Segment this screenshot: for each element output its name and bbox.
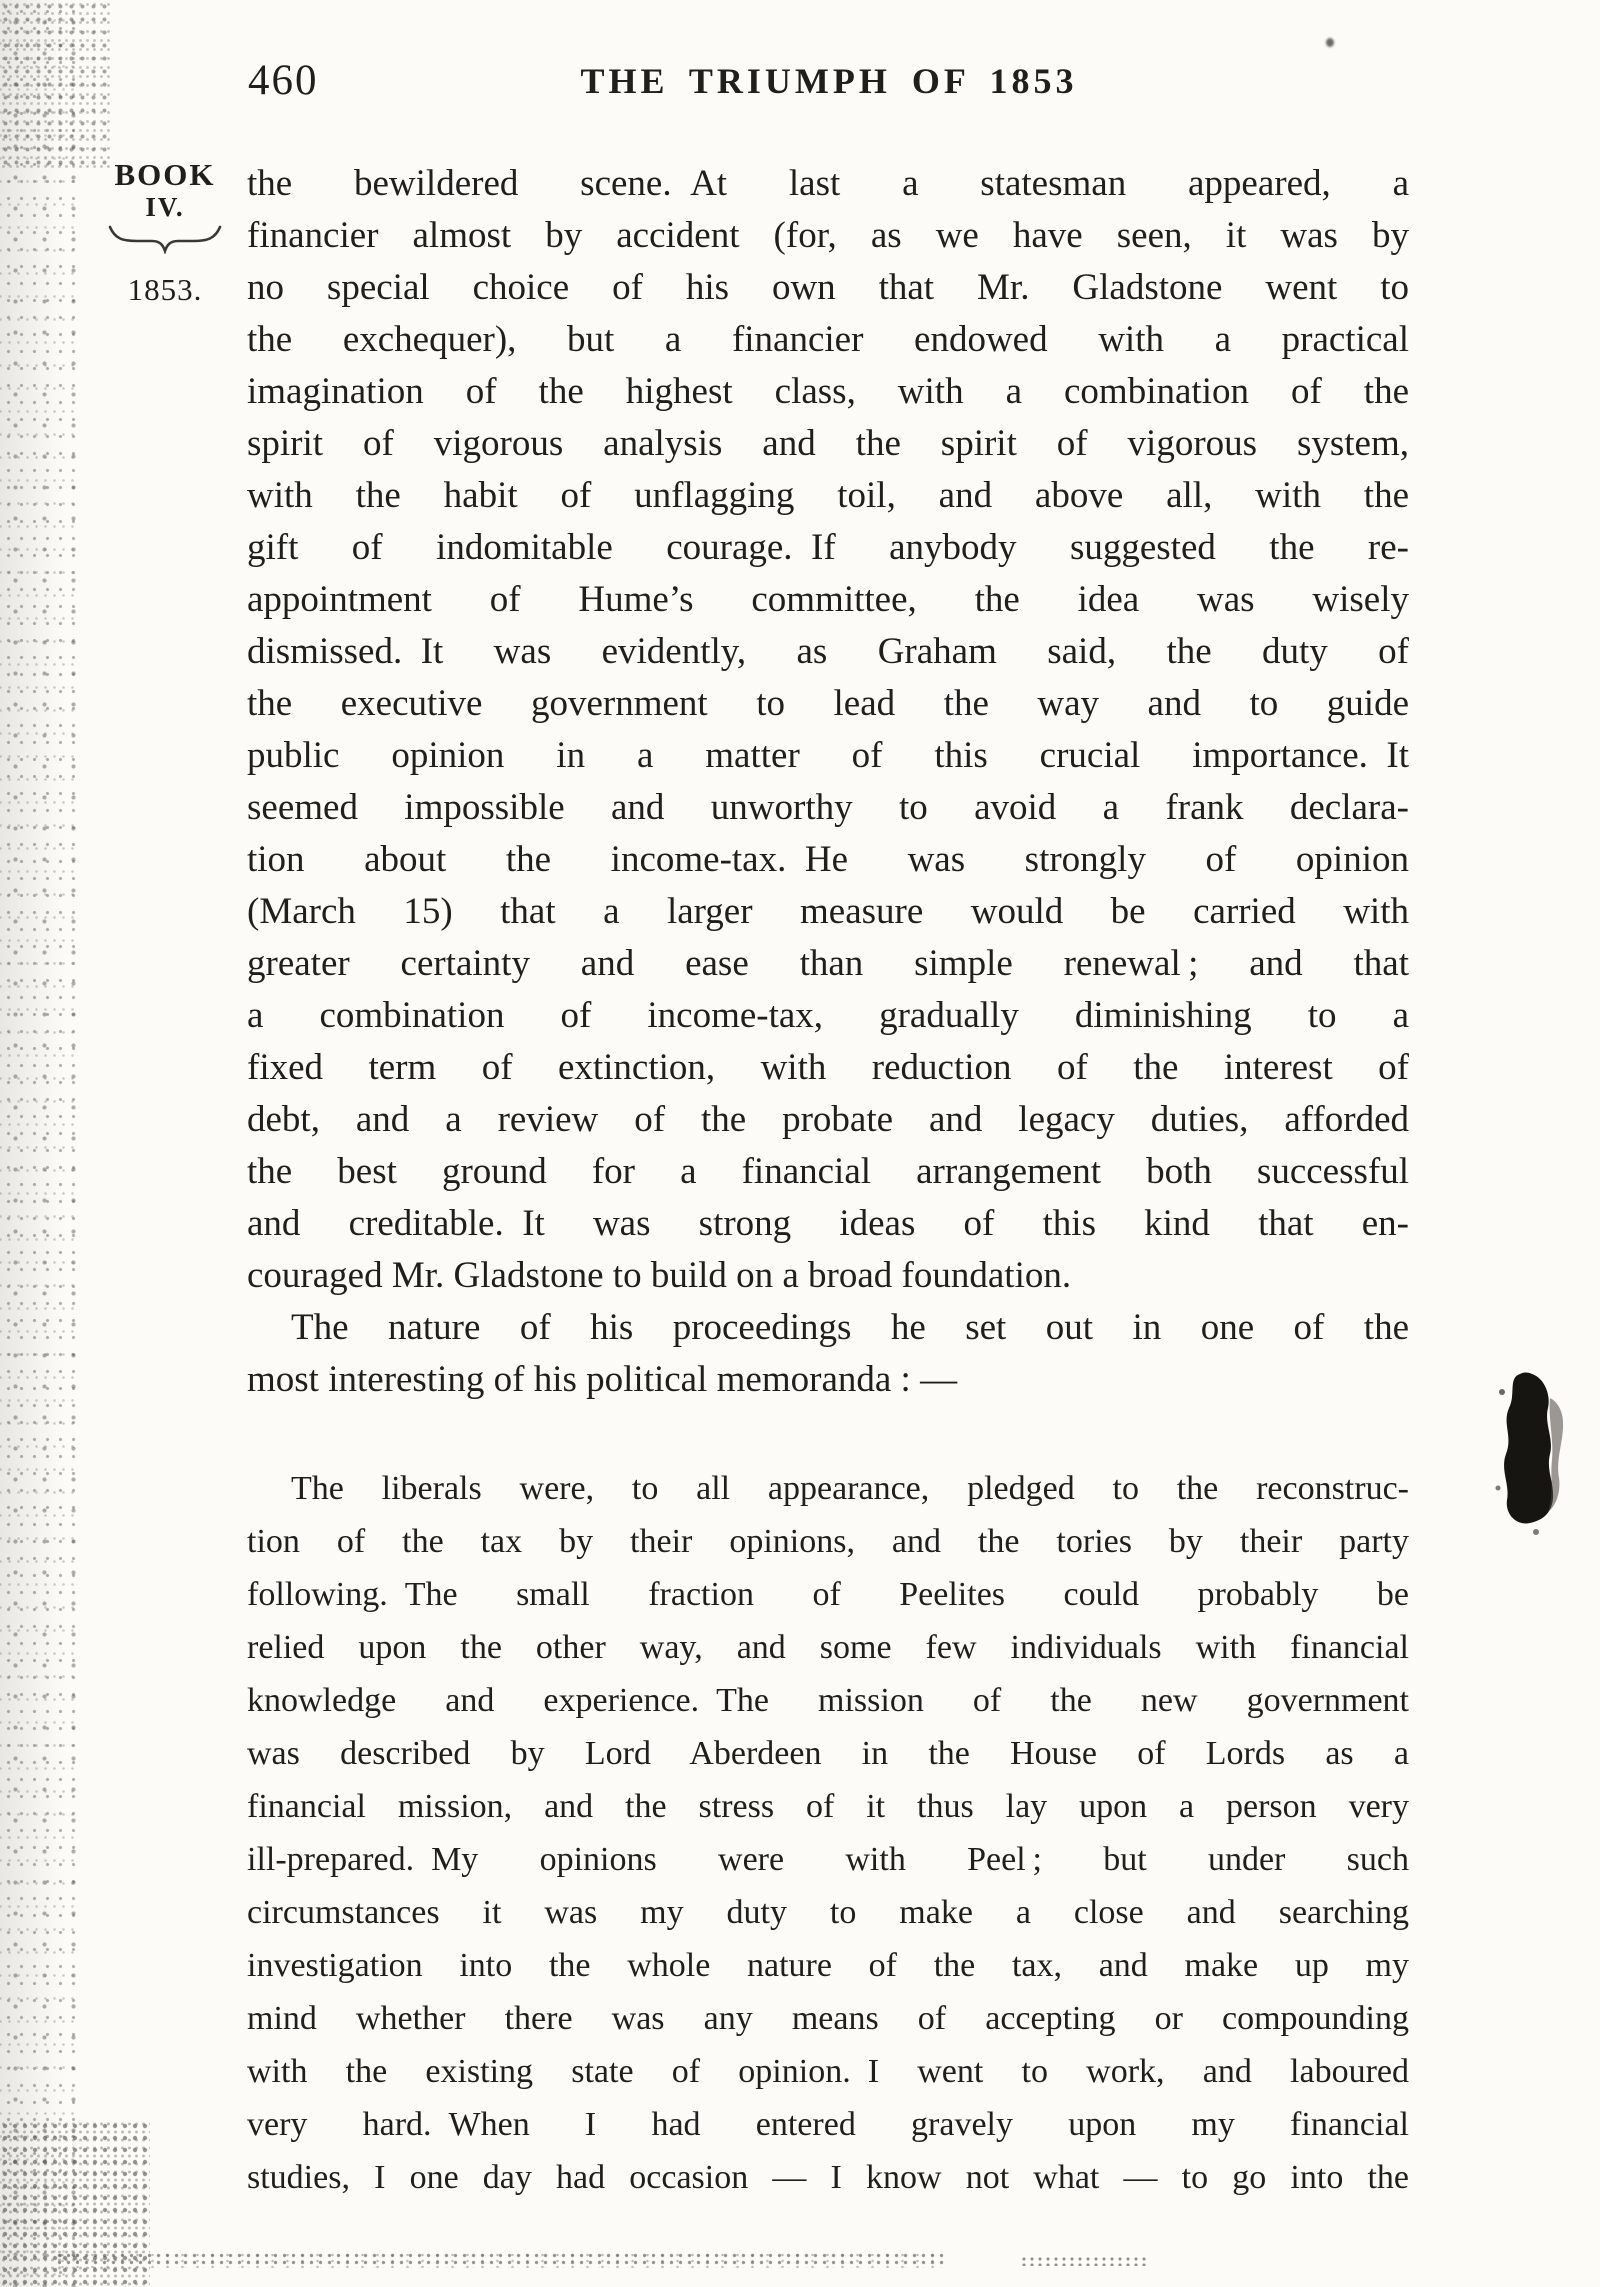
scan-noise-bottom-edge-right — [1020, 2256, 1150, 2266]
text-line: spirit of vigorous analysis and the spirit of vigorous system, — [247, 423, 1409, 464]
text-line: dismissed. It was evidently, as Graham said, the duty of — [247, 631, 1409, 672]
margin-volume-label: IV. — [145, 192, 185, 222]
text-line: seemed impossible and unworthy to avoid a frank declara- — [247, 787, 1409, 828]
extract-text-line: was described by Lord Aberdeen in the House of Lords as a — [247, 1735, 1409, 1772]
text-line: debt, and a review of the probate and legacy duties, afforded — [247, 1099, 1409, 1140]
margin-note — [96, 158, 234, 308]
margin-book-label: BOOK — [114, 157, 216, 192]
text-line: financier almost by accident (for, as we have seen, it was by — [247, 215, 1409, 256]
extract-text-line: investigation into the whole nature of the tax, and make up my — [247, 1947, 1409, 1984]
text-line: (March 15) that a larger measure would be carried with — [247, 891, 1409, 932]
text-line: imagination of the highest class, with a combination of the — [247, 371, 1409, 412]
extract-text-line: ill-prepared. My opinions were with Peel ; but under such — [247, 1841, 1409, 1878]
text-column — [247, 158, 1409, 2204]
body-paragraph-2 — [247, 1302, 1409, 1406]
extract-quote-paragraph — [247, 1462, 1409, 2204]
page-number: 460 — [248, 57, 319, 104]
extract-text-line: with the existing state of opinion. I went to work, and laboured — [247, 2053, 1409, 2090]
extract-text-line: The liberals were, to all appearance, pledged to the reconstruc- — [291, 1470, 1409, 1507]
text-line: a combination of income-tax, gradually diminishing to a — [247, 995, 1409, 1036]
text-line: public opinion in a matter of this crucial importance. It — [247, 735, 1409, 776]
text-line: the best ground for a financial arrangement both successful — [247, 1151, 1409, 1192]
text-line: most interesting of his political memoranda : — — [247, 1359, 958, 1400]
text-line: appointment of Hume’s committee, the idea was wisely — [247, 579, 1409, 620]
extract-text-line: mind whether there was any means of accepting or compounding — [247, 2000, 1409, 2037]
ink-blot-shape — [1486, 1368, 1570, 1538]
extract-text-line: relied upon the other way, and some few individuals with financial — [247, 1629, 1409, 1666]
margin-year-label: 1853. — [127, 272, 203, 307]
text-line: the bewildered scene. At last a statesman appeared, a — [247, 163, 1409, 204]
text-line: greater certainty and ease than simple renewal ; and that — [247, 943, 1409, 984]
body-paragraph-1 — [247, 158, 1409, 1302]
extract-text-line: circumstances it was my duty to make a close and searching — [247, 1894, 1409, 1931]
scan-speck-top-right — [1326, 38, 1334, 47]
extract-text-line: following. The small fraction of Peelites could probably be — [247, 1576, 1409, 1613]
scan-noise-left-edge — [0, 0, 80, 2287]
text-line: couraged Mr. Gladstone to build on a broad foundation. — [247, 1255, 1072, 1296]
text-line: the executive government to lead the way and to guide — [247, 683, 1409, 724]
text-line: gift of indomitable courage. If anybody suggested the re- — [247, 527, 1409, 568]
text-line: the exchequer), but a financier endowed with a practical — [247, 319, 1409, 360]
extract-text-line: knowledge and experience. The mission of the new government — [247, 1682, 1409, 1719]
text-line: no special choice of his own that Mr. Gladstone went to — [247, 267, 1409, 308]
extract-text-line: financial mission, and the stress of it thus lay upon a person very — [247, 1788, 1409, 1825]
scan-noise-top-left-corner — [0, 0, 110, 170]
extract-text-line: very hard. When I had entered gravely upon my financial — [247, 2106, 1409, 2143]
running-header: THE TRIUMPH OF 1853 — [580, 61, 1078, 101]
text-line: and creditable. It was strong ideas of this kind that en- — [247, 1203, 1409, 1244]
text-line: tion about the income-tax. He was strongly of opinion — [247, 839, 1409, 880]
text-line: The nature of his proceedings he set out in one of the — [291, 1307, 1409, 1348]
extract-text-line: tion of the tax by their opinions, and the tories by their party — [247, 1523, 1409, 1560]
text-line: fixed term of extinction, with reduction of the interest of — [247, 1047, 1409, 1088]
extract-text-line: studies, I one day had occasion — I know not what — to go into the — [247, 2159, 1409, 2196]
text-line: with the habit of unflagging toil, and above all, with the — [247, 475, 1409, 516]
scan-noise-bottom-edge — [55, 2252, 945, 2268]
ink-blot-artifact — [1486, 1368, 1570, 1538]
margin-underbrace-icon — [107, 224, 223, 254]
